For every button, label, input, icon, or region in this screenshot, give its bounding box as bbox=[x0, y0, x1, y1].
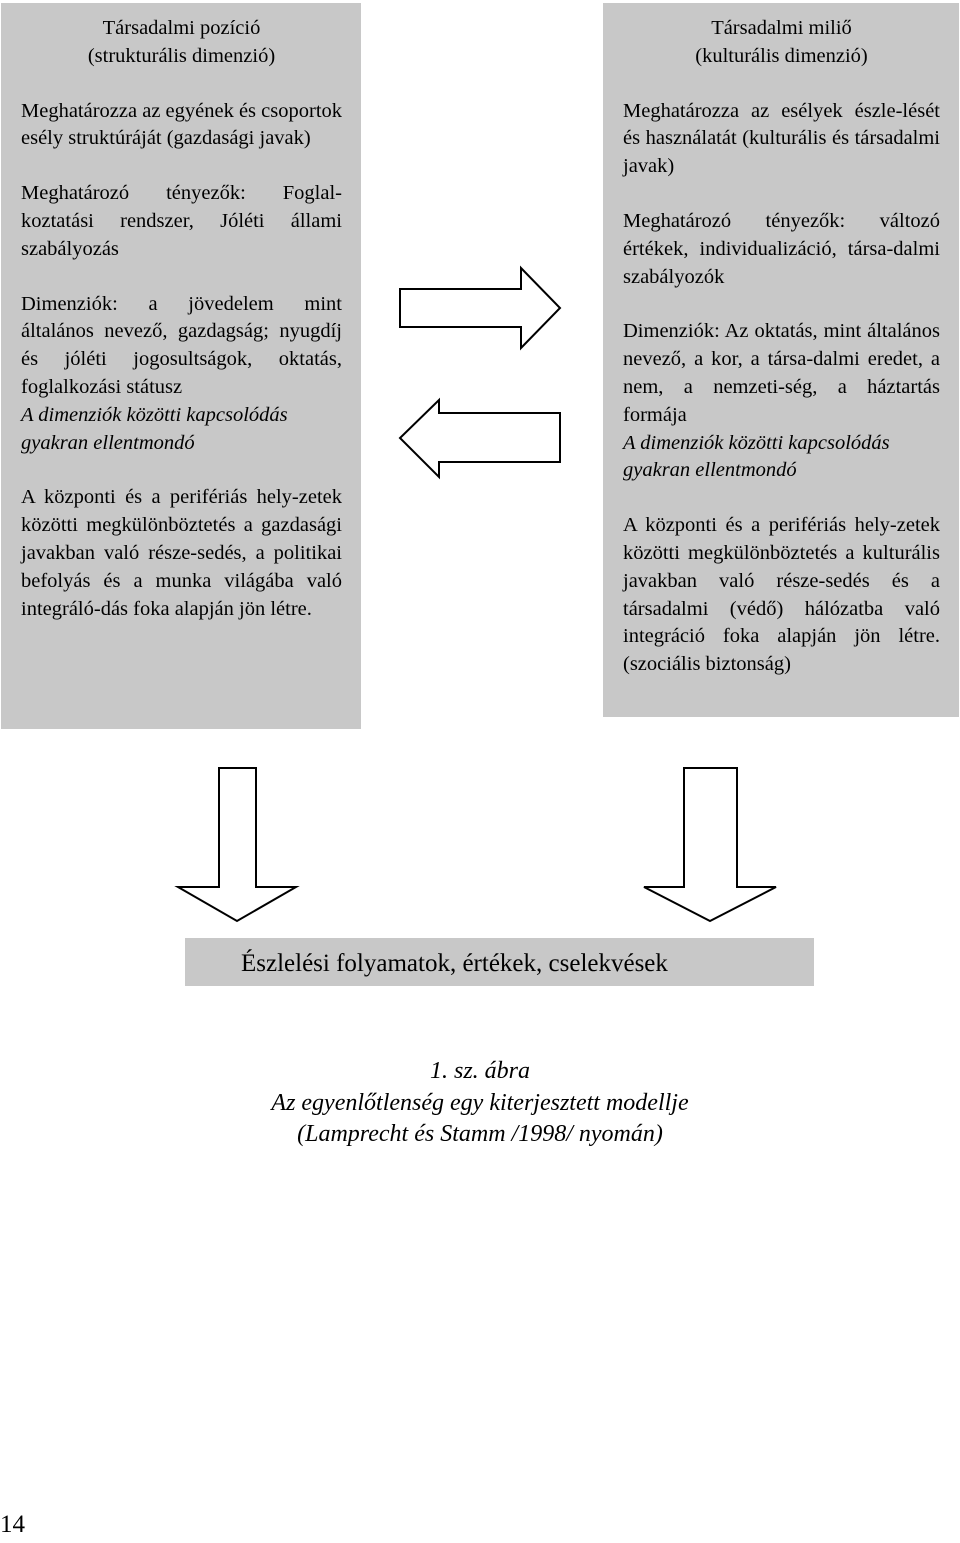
down-arrow-right-icon bbox=[644, 768, 776, 921]
page-number: 14 bbox=[0, 1511, 25, 1538]
figure-caption bbox=[0, 1056, 960, 1151]
down-arrow-left-icon bbox=[178, 768, 296, 921]
right-dimensions-text: Dimenziók: Az oktatás, mint általános nevező, a kor, a társa-dalmi eredet, a nem, a nemzeti-ség, a háztartás formája bbox=[623, 320, 940, 426]
perception-box: Észlelési folyamatok, értékek, cselekvések bbox=[185, 938, 814, 986]
title-line-1: Társadalmi miliő bbox=[711, 17, 852, 39]
left-arrow-icon bbox=[400, 400, 560, 477]
left-paragraph-1: Meghatározza az egyének és csoportok esély struktúráját (gazdasági javak) bbox=[21, 99, 343, 150]
left-dimensions-text: Dimenziók: a jövedelem mint általános nevező, gazdagság; nyugdíj és jóléti jogosultságok, oktatás, foglalkozási státusz bbox=[21, 292, 342, 398]
left-dimensions-note: A dimenziók közötti kapcsolódás gyakran ellentmondó bbox=[21, 403, 288, 454]
right-arrow-icon bbox=[400, 268, 560, 348]
title-line-1: Társadalmi pozíció bbox=[102, 17, 261, 39]
right-dimensions-note: A dimenziók közötti kapcsolódás gyakran ellentmondó bbox=[623, 431, 890, 482]
left-paragraph-2: Meghatározó tényezők: Foglal-koztatási rendszer, Jóléti állami szabályozás bbox=[21, 182, 342, 260]
caption-figure-number: 1. sz. ábra bbox=[429, 1058, 531, 1084]
right-paragraph-2: Meghatározó tényezők: változó értékek, individualizáció, társa-dalmi szabályozók bbox=[623, 209, 940, 288]
caption-title: Az egyenlőtlenség egy kiterjesztett modellje bbox=[271, 1089, 689, 1116]
title-line-2: (strukturális dimenzió) bbox=[87, 44, 276, 67]
right-paragraph-4: A központi és a perifériás hely-zetek közötti megkülönböztetés a kulturális javakban való része-sedés és a társadalmi (védő) hálózatba való integráció foka alapján jön létre. (szociális biztonság) bbox=[623, 514, 940, 676]
left-paragraph-4: A központi és a perifériás hely-zetek közötti megkülönböztetés a gazdasági javakban való része-sedés, a politikai befolyás és a munka világába való integráló-dás foka alapján jön létre. bbox=[21, 486, 342, 620]
right-paragraph-1: Meghatározza az esélyek észle-lését és használatát (kulturális és társadalmi javak) bbox=[623, 99, 940, 178]
caption-source: (Lamprecht és Stamm /1998/ nyomán) bbox=[297, 1121, 663, 1147]
title-line-2: (kulturális dimenzió) bbox=[695, 44, 868, 67]
